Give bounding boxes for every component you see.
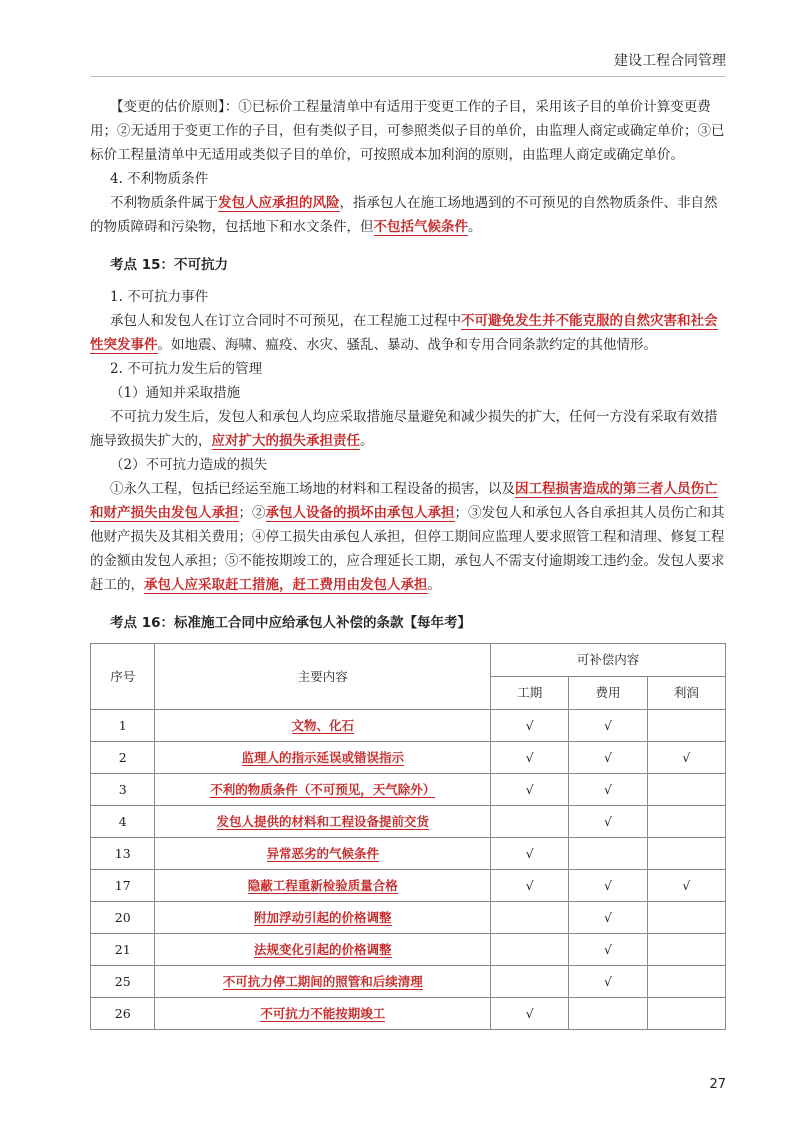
cell-cost bbox=[569, 998, 647, 1030]
cell-time: √ bbox=[491, 742, 569, 774]
cell-cost: √ bbox=[569, 742, 647, 774]
header-divider bbox=[90, 76, 726, 77]
table-row bbox=[91, 742, 726, 774]
cell-cost: √ bbox=[569, 902, 647, 934]
cell-content bbox=[155, 838, 491, 870]
col-header-time: 工期 bbox=[491, 677, 569, 710]
cell-content bbox=[155, 902, 491, 934]
subheading-force-majeure-events: 1. 不可抗力事件 bbox=[110, 289, 209, 305]
text-run: ；③发包人和承包人各自承担其人员伤亡和其他财产损失及其相关费用；④停工损失由承包人承担，但停工期间应监理人要求照管工程和清理、修复工程的金额由发包人承担；⑤不能按期竣工的，应合理延长工期，承包人不需支付逾期竣工违约金。发包人要求赶工的， bbox=[90, 505, 725, 593]
subheading-adverse-conditions: 4. 不利物质条件 bbox=[110, 171, 209, 187]
cell-cost bbox=[569, 838, 647, 870]
cell-profit bbox=[647, 934, 725, 966]
cell-profit bbox=[647, 902, 725, 934]
cell-profit: √ bbox=[647, 870, 725, 902]
cell-profit bbox=[647, 774, 725, 806]
cell-cost: √ bbox=[569, 934, 647, 966]
cell-no: 3 bbox=[91, 774, 155, 806]
table-row bbox=[91, 902, 726, 934]
cell-time: √ bbox=[491, 710, 569, 742]
cell-cost: √ bbox=[569, 806, 647, 838]
cell-content bbox=[155, 934, 491, 966]
content-text: 不可抗力不能按期竣工 bbox=[260, 1005, 386, 1021]
cell-cost: √ bbox=[569, 710, 647, 742]
valuation-principles-paragraph: 【变更的估价原则】：①已标价工程量清单中有适用于变更工作的子目，采用该子目的单价计算变更费用；②无适用于变更工作的子目，但有类似子目，可参照类似子目的单价，由监理人商定或确定单价；③已标价工程量清单中无适用或类似子目的单价，可按照成本加利润的原则，由监理人商定或确定单价。 bbox=[90, 99, 725, 163]
text-run: ，指承包人在施工场地遇到的不可预见的自然物质条件、非自然的物质障碍和污染物，包括地下和水文条件，但 bbox=[90, 195, 718, 235]
cell-content bbox=[155, 742, 491, 774]
col-header-profit: 利润 bbox=[647, 677, 725, 710]
cell-content bbox=[155, 998, 491, 1030]
cell-profit bbox=[647, 838, 725, 870]
table-row bbox=[91, 838, 726, 870]
cell-no: 13 bbox=[91, 838, 155, 870]
content-text: 发包人提供的材料和工程设备提前交货 bbox=[216, 813, 430, 829]
cell-profit bbox=[647, 710, 725, 742]
section-title-16: 考点 16：标准施工合同中应给承包人补偿的条款【每年考】 bbox=[110, 615, 471, 631]
cell-time bbox=[491, 966, 569, 998]
section-title-15: 考点 15：不可抗力 bbox=[110, 257, 228, 273]
cell-content bbox=[155, 870, 491, 902]
col-header-cost: 费用 bbox=[569, 677, 647, 710]
col-header-compensable: 可补偿内容 bbox=[491, 644, 726, 677]
table-row bbox=[91, 998, 726, 1030]
highlight-force-majeure-def: 不可避免发生并不能克服的自然灾害和社会性突发事件 bbox=[90, 313, 718, 353]
cell-content bbox=[155, 774, 491, 806]
text-run: ；② bbox=[238, 505, 266, 521]
content-text: 不可抗力停工期间的照管和后续清理 bbox=[222, 973, 423, 989]
subheading-notify: （1）通知并采取措施 bbox=[110, 385, 241, 401]
col-header-seq: 序号 bbox=[91, 644, 155, 710]
highlight-excl-weather: 不包括气候条件 bbox=[373, 219, 468, 235]
cell-time: √ bbox=[491, 838, 569, 870]
content-text: 不利的物质条件（不可预见，天气除外） bbox=[210, 781, 436, 797]
table-row bbox=[91, 774, 726, 806]
cell-no: 17 bbox=[91, 870, 155, 902]
text-run: 承包人和发包人在订立合同时不可预见，在工程施工过程中 bbox=[110, 313, 461, 329]
cell-profit: √ bbox=[647, 742, 725, 774]
adverse-conditions-paragraph bbox=[90, 191, 726, 239]
compensation-table bbox=[90, 643, 726, 1030]
cell-content bbox=[155, 806, 491, 838]
cell-content bbox=[155, 710, 491, 742]
cell-cost: √ bbox=[569, 774, 647, 806]
cell-time bbox=[491, 934, 569, 966]
page-content bbox=[90, 95, 726, 1030]
table-row bbox=[91, 870, 726, 902]
cell-cost: √ bbox=[569, 870, 647, 902]
cell-no: 2 bbox=[91, 742, 155, 774]
cell-time: √ bbox=[491, 870, 569, 902]
content-text: 异常恶劣的气候条件 bbox=[266, 845, 380, 861]
text-run: 。如地震、海啸、瘟疫、水灾、骚乱、暴动、战争和专用合同条款约定的其他情形。 bbox=[157, 337, 657, 353]
cell-profit bbox=[647, 806, 725, 838]
cell-time: √ bbox=[491, 998, 569, 1030]
page-number: 27 bbox=[709, 1077, 726, 1092]
content-text: 监理人的指示延误或错误指示 bbox=[241, 749, 405, 765]
text-run: ①永久工程，包括已经运至施工场地的材料和工程设备的损害，以及 bbox=[110, 481, 515, 497]
subheading-losses: （2）不可抗力造成的损失 bbox=[110, 457, 268, 473]
subheading-management: 2. 不可抗力发生后的管理 bbox=[110, 361, 263, 377]
notify-paragraph bbox=[90, 405, 726, 453]
cell-content bbox=[155, 966, 491, 998]
col-header-main: 主要内容 bbox=[155, 644, 491, 710]
content-text: 隐蔽工程重新检验质量合格 bbox=[247, 877, 398, 893]
text-run: 不可抗力发生后，发包人和承包人均应采取措施尽量避免和减少损失的扩大，任何一方没有采取有效措施导致损失扩大的， bbox=[90, 409, 718, 449]
highlight-acceleration: 承包人应采取赶工措施，赶工费用由发包人承担 bbox=[144, 577, 428, 593]
text-run: 。 bbox=[468, 219, 482, 235]
highlight-liability: 应对扩大的损失承担责任 bbox=[211, 433, 360, 449]
table-row bbox=[91, 710, 726, 742]
text-run: 。 bbox=[360, 433, 374, 449]
highlight-contractor-equipment: 承包人设备的损坏由承包人承担 bbox=[265, 505, 455, 521]
highlight-third-party: 因工程损害造成的第三者人员伤亡和财产损失由发包人承担 bbox=[90, 481, 718, 521]
content-text: 法规变化引起的价格调整 bbox=[254, 941, 392, 957]
force-majeure-definition-paragraph bbox=[90, 309, 726, 357]
table-row bbox=[91, 806, 726, 838]
table-row bbox=[91, 966, 726, 998]
cell-no: 21 bbox=[91, 934, 155, 966]
content-text: 文物、化石 bbox=[291, 717, 355, 733]
cell-time: √ bbox=[491, 774, 569, 806]
cell-no: 25 bbox=[91, 966, 155, 998]
running-header: 建设工程合同管理 bbox=[614, 53, 726, 69]
cell-no: 26 bbox=[91, 998, 155, 1030]
highlight-owner-risk: 发包人应承担的风险 bbox=[218, 195, 340, 211]
cell-no: 4 bbox=[91, 806, 155, 838]
cell-no: 1 bbox=[91, 710, 155, 742]
losses-paragraph bbox=[90, 477, 726, 597]
cell-time bbox=[491, 806, 569, 838]
text-run: 。 bbox=[427, 577, 441, 593]
text-run: 不利物质条件属于 bbox=[110, 195, 218, 211]
cell-profit bbox=[647, 998, 725, 1030]
content-text: 附加浮动引起的价格调整 bbox=[254, 909, 392, 925]
cell-no: 20 bbox=[91, 902, 155, 934]
cell-profit bbox=[647, 966, 725, 998]
table-row bbox=[91, 934, 726, 966]
cell-cost: √ bbox=[569, 966, 647, 998]
cell-time bbox=[491, 902, 569, 934]
